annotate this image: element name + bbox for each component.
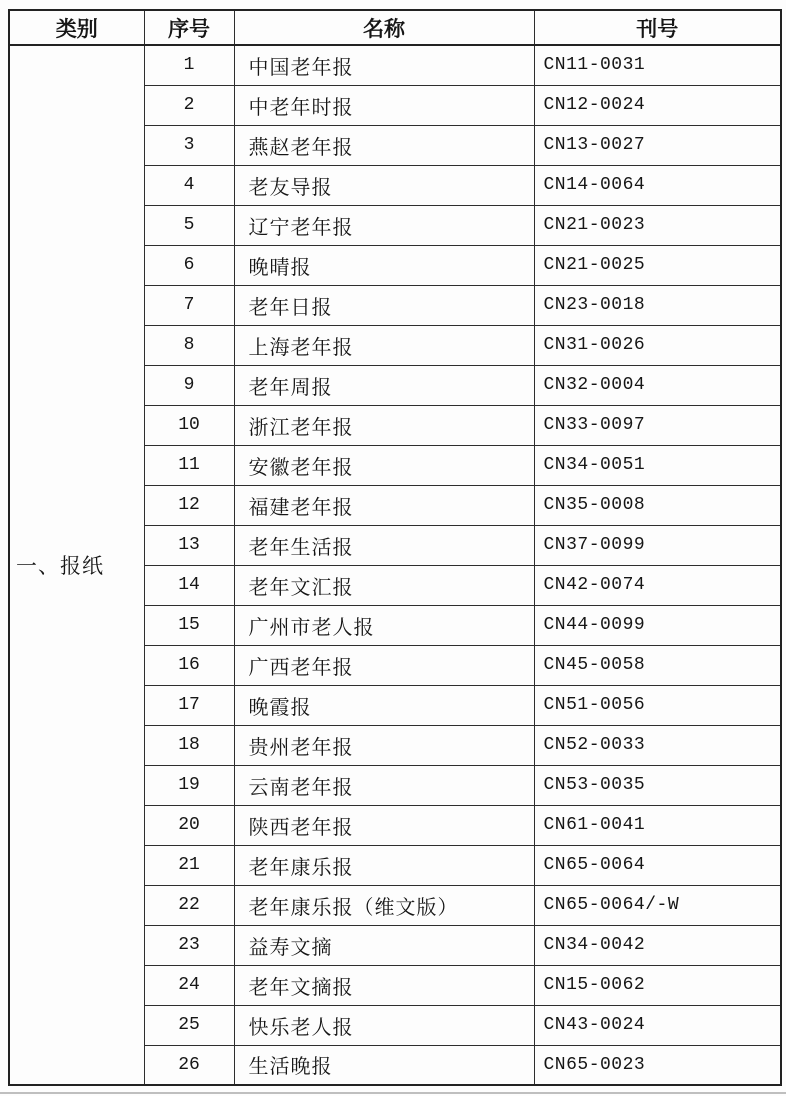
name-cell: 浙江老年报 [234, 405, 534, 445]
name-cell: 老年康乐报（维文版） [234, 885, 534, 925]
name-cell: 云南老年报 [234, 765, 534, 805]
issue-cell: CN34-0051 [534, 445, 781, 485]
index-cell: 25 [144, 1005, 234, 1045]
issue-cell: CN35-0008 [534, 485, 781, 525]
issue-cell: CN42-0074 [534, 565, 781, 605]
name-cell: 福建老年报 [234, 485, 534, 525]
index-cell: 2 [144, 85, 234, 125]
name-cell: 老年文汇报 [234, 565, 534, 605]
name-cell: 快乐老人报 [234, 1005, 534, 1045]
issue-cell: CN33-0097 [534, 405, 781, 445]
header-issue: 刊号 [534, 10, 781, 45]
issue-cell: CN11-0031 [534, 45, 781, 85]
name-cell: 老年生活报 [234, 525, 534, 565]
index-cell: 17 [144, 685, 234, 725]
name-cell: 辽宁老年报 [234, 205, 534, 245]
publications-table [8, 9, 782, 1086]
index-cell: 16 [144, 645, 234, 685]
issue-cell: CN37-0099 [534, 525, 781, 565]
index-cell: 5 [144, 205, 234, 245]
header-name: 名称 [234, 10, 534, 45]
issue-cell: CN43-0024 [534, 1005, 781, 1045]
index-cell: 12 [144, 485, 234, 525]
issue-cell: CN51-0056 [534, 685, 781, 725]
name-cell: 老友导报 [234, 165, 534, 205]
issue-cell: CN21-0023 [534, 205, 781, 245]
index-cell: 23 [144, 925, 234, 965]
name-cell: 老年日报 [234, 285, 534, 325]
index-cell: 10 [144, 405, 234, 445]
index-cell: 1 [144, 45, 234, 85]
name-cell: 益寿文摘 [234, 925, 534, 965]
name-cell: 陕西老年报 [234, 805, 534, 845]
issue-cell: CN65-0064 [534, 845, 781, 885]
name-cell: 燕赵老年报 [234, 125, 534, 165]
name-cell: 生活晚报 [234, 1045, 534, 1085]
issue-cell: CN53-0035 [534, 765, 781, 805]
name-cell: 老年康乐报 [234, 845, 534, 885]
name-cell: 老年周报 [234, 365, 534, 405]
issue-cell: CN12-0024 [534, 85, 781, 125]
issue-cell: CN52-0033 [534, 725, 781, 765]
header-index: 序号 [144, 10, 234, 45]
index-cell: 11 [144, 445, 234, 485]
index-cell: 21 [144, 845, 234, 885]
name-cell: 广西老年报 [234, 645, 534, 685]
issue-cell: CN65-0064/-W [534, 885, 781, 925]
issue-cell: CN32-0004 [534, 365, 781, 405]
issue-cell: CN14-0064 [534, 165, 781, 205]
issue-cell: CN34-0042 [534, 925, 781, 965]
header-category: 类别 [9, 10, 144, 45]
table-row [9, 45, 781, 85]
index-cell: 20 [144, 805, 234, 845]
issue-cell: CN65-0023 [534, 1045, 781, 1085]
issue-cell: CN21-0025 [534, 245, 781, 285]
name-cell: 晚晴报 [234, 245, 534, 285]
issue-cell: CN15-0062 [534, 965, 781, 1005]
index-cell: 3 [144, 125, 234, 165]
header-row [9, 10, 781, 45]
index-cell: 6 [144, 245, 234, 285]
category-cell: 一、报纸 [9, 45, 144, 1085]
index-cell: 14 [144, 565, 234, 605]
issue-cell: CN45-0058 [534, 645, 781, 685]
index-cell: 18 [144, 725, 234, 765]
name-cell: 老年文摘报 [234, 965, 534, 1005]
index-cell: 19 [144, 765, 234, 805]
name-cell: 贵州老年报 [234, 725, 534, 765]
name-cell: 安徽老年报 [234, 445, 534, 485]
index-cell: 9 [144, 365, 234, 405]
index-cell: 13 [144, 525, 234, 565]
index-cell: 4 [144, 165, 234, 205]
index-cell: 24 [144, 965, 234, 1005]
name-cell: 广州市老人报 [234, 605, 534, 645]
name-cell: 中老年时报 [234, 85, 534, 125]
issue-cell: CN61-0041 [534, 805, 781, 845]
name-cell: 晚霞报 [234, 685, 534, 725]
index-cell: 15 [144, 605, 234, 645]
issue-cell: CN23-0018 [534, 285, 781, 325]
index-cell: 8 [144, 325, 234, 365]
name-cell: 上海老年报 [234, 325, 534, 365]
issue-cell: CN13-0027 [534, 125, 781, 165]
name-cell: 中国老年报 [234, 45, 534, 85]
index-cell: 26 [144, 1045, 234, 1085]
index-cell: 22 [144, 885, 234, 925]
page-break-line [0, 1092, 786, 1094]
issue-cell: CN31-0026 [534, 325, 781, 365]
index-cell: 7 [144, 285, 234, 325]
issue-cell: CN44-0099 [534, 605, 781, 645]
